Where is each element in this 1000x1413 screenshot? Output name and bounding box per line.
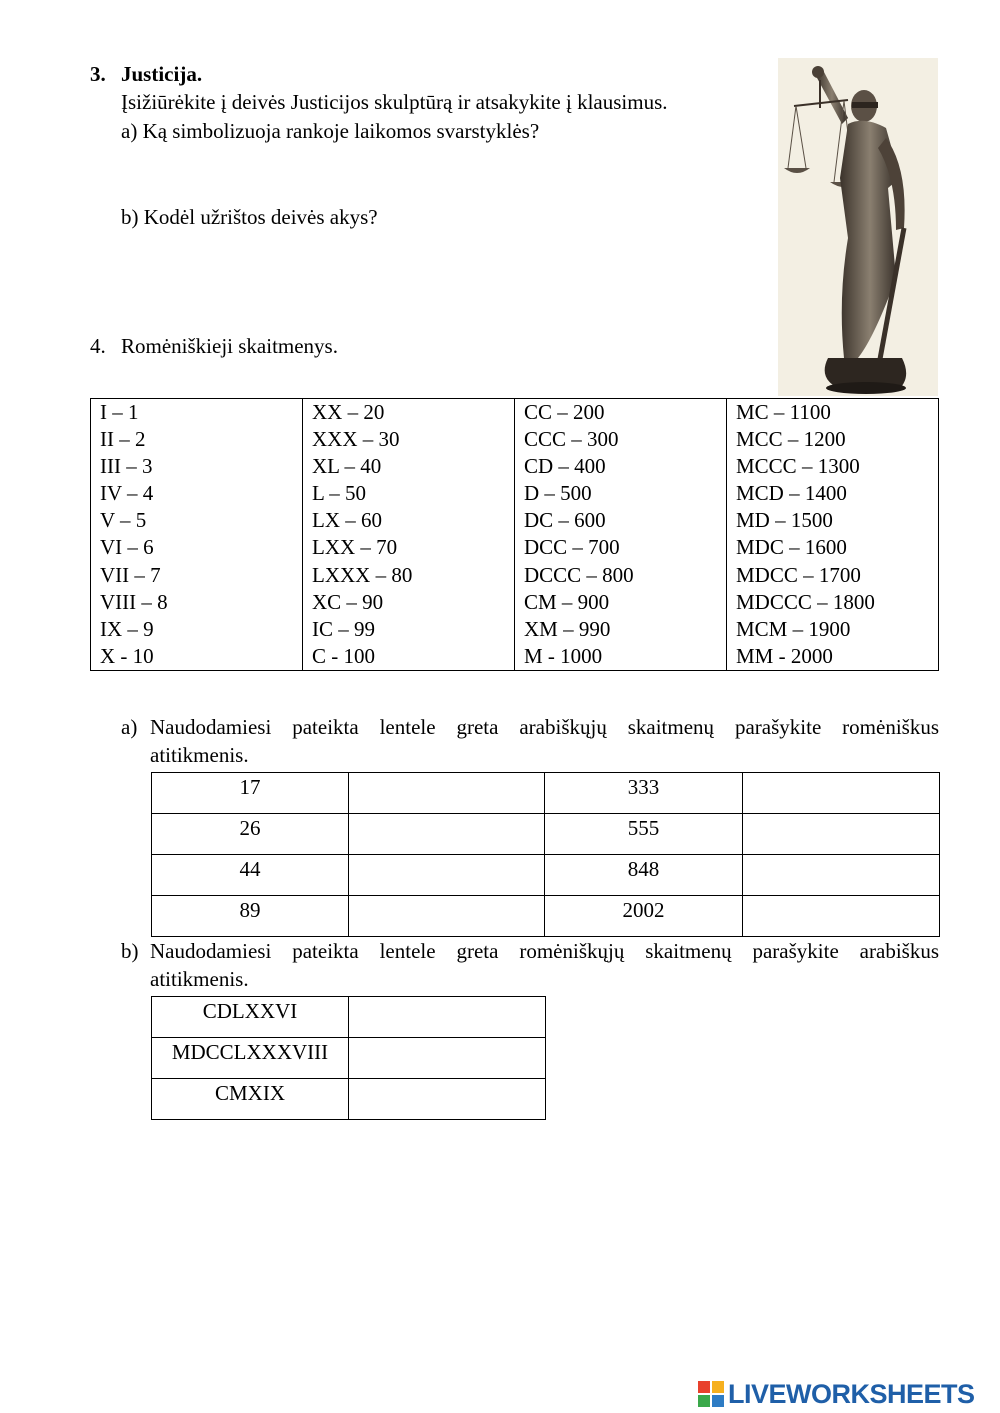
roman-entry: VI – 6 (100, 535, 154, 560)
roman-entry: M - 1000 (524, 643, 603, 668)
roman-entry: MDC – 1600 (736, 535, 847, 560)
roman-number: CMXIX (152, 1079, 349, 1120)
roman-entry: MDCCC – 1800 (736, 589, 875, 614)
question-b: b) Kodėl užrištos deivės akys? (121, 205, 378, 229)
roman-entry: V – 5 (100, 508, 147, 533)
answer-input[interactable] (349, 997, 545, 1035)
roman-entry: III – 3 (100, 454, 153, 479)
answer-cell[interactable] (743, 855, 940, 896)
answer-input[interactable] (349, 814, 544, 852)
answer-input[interactable] (349, 1038, 545, 1076)
roman-entry: CM – 900 (524, 589, 610, 614)
arabic-number: 26 (152, 814, 349, 855)
table-row (152, 1038, 546, 1079)
section4-number: 4. (90, 334, 106, 358)
answer-cell[interactable] (349, 855, 545, 896)
answer-input[interactable] (349, 855, 544, 893)
table-row (152, 1079, 546, 1120)
arabic-number: 89 (152, 896, 349, 937)
roman-column-3 (515, 399, 727, 671)
answer-cell[interactable] (349, 1079, 546, 1120)
roman-entry: VIII – 8 (100, 589, 168, 614)
answer-cell[interactable] (743, 896, 940, 937)
liveworksheets-logo (698, 1378, 975, 1410)
table-row (152, 814, 940, 855)
roman-entry: LXXX – 80 (312, 562, 413, 587)
answer-cell[interactable] (349, 997, 546, 1038)
section4-title: Romėniškieji skaitmenys. (121, 334, 338, 358)
roman-entry: IV – 4 (100, 481, 154, 506)
roman-entry: CC – 200 (524, 400, 605, 424)
roman-entry: IX – 9 (100, 616, 154, 641)
answer-input[interactable] (743, 814, 939, 852)
roman-numerals-table (90, 398, 939, 671)
roman-number: CDLXXVI (152, 997, 349, 1038)
answer-input[interactable] (743, 896, 939, 934)
answer-input[interactable] (743, 773, 939, 811)
table-row (152, 855, 940, 896)
roman-entry: DCCC – 800 (524, 562, 634, 587)
answer-cell[interactable] (349, 1038, 546, 1079)
answer-cell[interactable] (743, 773, 940, 814)
task-b-label: b) (121, 939, 139, 963)
roman-entry: DC – 600 (524, 508, 606, 533)
roman-entry: DCC – 700 (524, 535, 620, 560)
roman-entry: CD – 400 (524, 454, 606, 479)
roman-entry: XXX – 30 (312, 427, 400, 452)
answer-cell[interactable] (349, 814, 545, 855)
roman-entry: XX – 20 (312, 400, 385, 424)
section3-intro: Įsižiūrėkite į deivės Justicijos skulptūrą ir atsakykite į klausimus. (121, 90, 668, 114)
roman-entry: II – 2 (100, 427, 146, 452)
roman-entry: CCC – 300 (524, 427, 619, 452)
roman-entry: XM – 990 (524, 616, 611, 641)
task-b-instruction-line2: atitikmenis. (150, 967, 249, 991)
section3-number: 3. (90, 62, 106, 86)
arabic-number: 44 (152, 855, 349, 896)
roman-entry: X - 10 (100, 643, 154, 668)
logo-text: LIVEWORKSHEETS (728, 1379, 975, 1409)
task-a-instruction-line2: atitikmenis. (150, 743, 249, 767)
roman-column-1 (91, 399, 303, 671)
roman-entry: LXX – 70 (312, 535, 398, 560)
table-row (152, 773, 940, 814)
roman-entry: VII – 7 (100, 562, 161, 587)
answer-input[interactable] (743, 855, 939, 893)
task-a-label: a) (121, 715, 138, 739)
roman-entry: C - 100 (312, 643, 375, 668)
roman-entry: XC – 90 (312, 589, 384, 614)
roman-entry: I – 1 (100, 400, 139, 424)
arabic-number: 848 (545, 855, 743, 896)
roman-entry: IC – 99 (312, 616, 375, 641)
answer-input[interactable] (349, 773, 544, 811)
roman-entry: MM - 2000 (736, 643, 833, 668)
roman-entry: MCCC – 1300 (736, 454, 860, 479)
roman-entry: MD – 1500 (736, 508, 833, 533)
roman-entry: MCC – 1200 (736, 427, 846, 452)
roman-entry: MCM – 1900 (736, 616, 851, 641)
logo-mark-icon (698, 1381, 724, 1407)
roman-column-2 (303, 399, 515, 671)
section3-title: Justicija. (121, 62, 203, 86)
roman-entry: D – 500 (524, 481, 592, 506)
answer-cell[interactable] (349, 896, 545, 937)
roman-to-arabic-table (151, 996, 546, 1120)
roman-entry: XL – 40 (312, 454, 382, 479)
table-row (152, 896, 940, 937)
table-row (152, 997, 546, 1038)
question-a: a) Ką simbolizuoja rankoje laikomos svarstyklės? (121, 119, 540, 143)
answer-cell[interactable] (743, 814, 940, 855)
answer-input[interactable] (349, 896, 544, 934)
roman-entry: L – 50 (312, 481, 367, 506)
answer-input[interactable] (349, 1079, 545, 1117)
roman-entry: MCD – 1400 (736, 481, 847, 506)
arabic-number: 17 (152, 773, 349, 814)
arabic-number: 333 (545, 773, 743, 814)
roman-column-4 (727, 399, 939, 671)
answer-cell[interactable] (349, 773, 545, 814)
justice-statue-image (778, 58, 938, 396)
roman-entry: MDCC – 1700 (736, 562, 861, 587)
roman-number: MDCCLXXXVIII (152, 1038, 349, 1079)
task-a-instruction-line1: Naudodamiesi pateikta lentele greta arabiškųjų skaitmenų parašykite romėniškus (150, 715, 939, 739)
arabic-number: 2002 (545, 896, 743, 937)
arabic-number: 555 (545, 814, 743, 855)
task-b-instruction-line1: Naudodamiesi pateikta lentele greta romėniškųjų skaitmenų parašykite arabiškus (150, 939, 939, 963)
arabic-to-roman-table (151, 772, 940, 937)
roman-entry: LX – 60 (312, 508, 382, 533)
roman-entry: MC – 1100 (736, 400, 831, 424)
